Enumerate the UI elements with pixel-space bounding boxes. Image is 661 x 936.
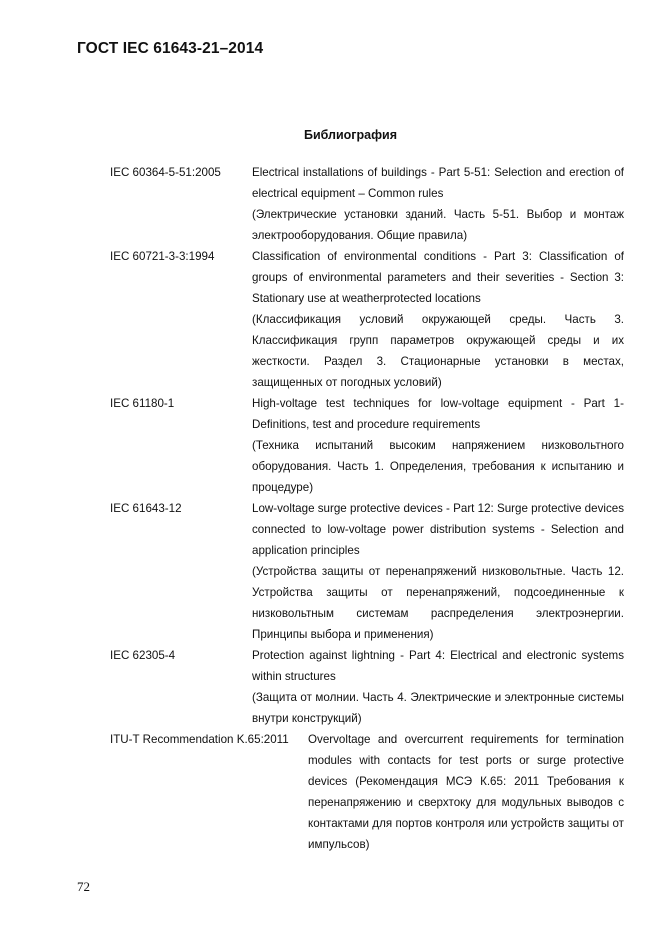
entry-reference: IEC 61180-1 bbox=[110, 397, 175, 410]
entry-reference: ITU-T Recommendation K.65:2011 bbox=[110, 733, 289, 746]
document-header: ГОСТ IEC 61643-21–2014 bbox=[77, 40, 264, 57]
entry-text: High-voltage test techniques for low-voltage equipment - Part 1- Definitions, test and procedure requirements bbox=[252, 397, 624, 431]
entry-text: Protection against lightning - Part 4: Electrical and electronic systems within structures bbox=[252, 649, 624, 683]
entry-body bbox=[252, 645, 624, 729]
bibliography-entry bbox=[110, 498, 624, 645]
entry-body bbox=[252, 498, 624, 645]
section-title: Библиография bbox=[303, 128, 398, 142]
entry-text: Overvoltage and overcurrent requirements for termination modules with contacts for test ports or surge protective devices (Рекомендация МСЭ К.65: 2011 Требования к перенапряжению и сверхтоку для модульных выводов с контактами для портов контроля или устройств защиты от импульсов) bbox=[308, 733, 624, 851]
entry-reference: IEC 60721-3-3:1994 bbox=[110, 250, 215, 263]
entry-reference: IEC 62305-4 bbox=[110, 649, 176, 662]
bibliography-list bbox=[110, 162, 624, 855]
entry-text: Classification of environmental conditions - Part 3: Classification of groups of environmental parameters and their severities - Section 3: Stationary use at weatherprotected locations bbox=[252, 250, 624, 305]
bibliography-entry bbox=[110, 162, 624, 246]
bibliography-entry bbox=[110, 393, 624, 498]
entry-text: Low-voltage surge protective devices - Part 12: Surge protective devices connected to low-voltage power distribution systems - Selection and application principles bbox=[252, 502, 624, 557]
bibliography-entry bbox=[110, 729, 624, 855]
entry-translation: (Техника испытаний высоким напряжением низковольтного оборудования. Часть 1. Определения, требования к испытанию и процедуре) bbox=[252, 439, 624, 494]
bibliography-entry bbox=[110, 645, 624, 729]
entry-text: Electrical installations of buildings - Part 5-51: Selection and erection of electrical equipment – Common rules bbox=[252, 166, 624, 200]
entry-body bbox=[252, 246, 624, 393]
entry-translation: (Классификация условий окружающей среды. Часть 3. Классификация групп параметров окружающей среды и их жесткости. Раздел 3. Стационарные установки в местах, защищенных от погодных условий) bbox=[252, 313, 624, 389]
entry-reference: IEC 60364-5-51:2005 bbox=[110, 166, 221, 179]
entry-translation: (Электрические установки зданий. Часть 5-51. Выбор и монтаж электрооборудования. Общие правила) bbox=[252, 208, 624, 242]
entry-body bbox=[252, 393, 624, 498]
page-number: 72 bbox=[77, 879, 90, 894]
entry-translation: (Устройства защиты от перенапряжений низковольтные. Часть 12. Устройства защиты от перенапряжений, подсоединенные к низковольтным системам распределения электроэнергии. Принципы выбора и применения) bbox=[252, 565, 624, 641]
entry-reference: IEC 61643-12 bbox=[110, 502, 182, 515]
entry-body bbox=[308, 729, 624, 855]
bibliography-entry bbox=[110, 246, 624, 393]
entry-body bbox=[252, 162, 624, 246]
entry-translation: (Защита от молнии. Часть 4. Электрические и электронные системы внутри конструкций) bbox=[252, 691, 624, 725]
